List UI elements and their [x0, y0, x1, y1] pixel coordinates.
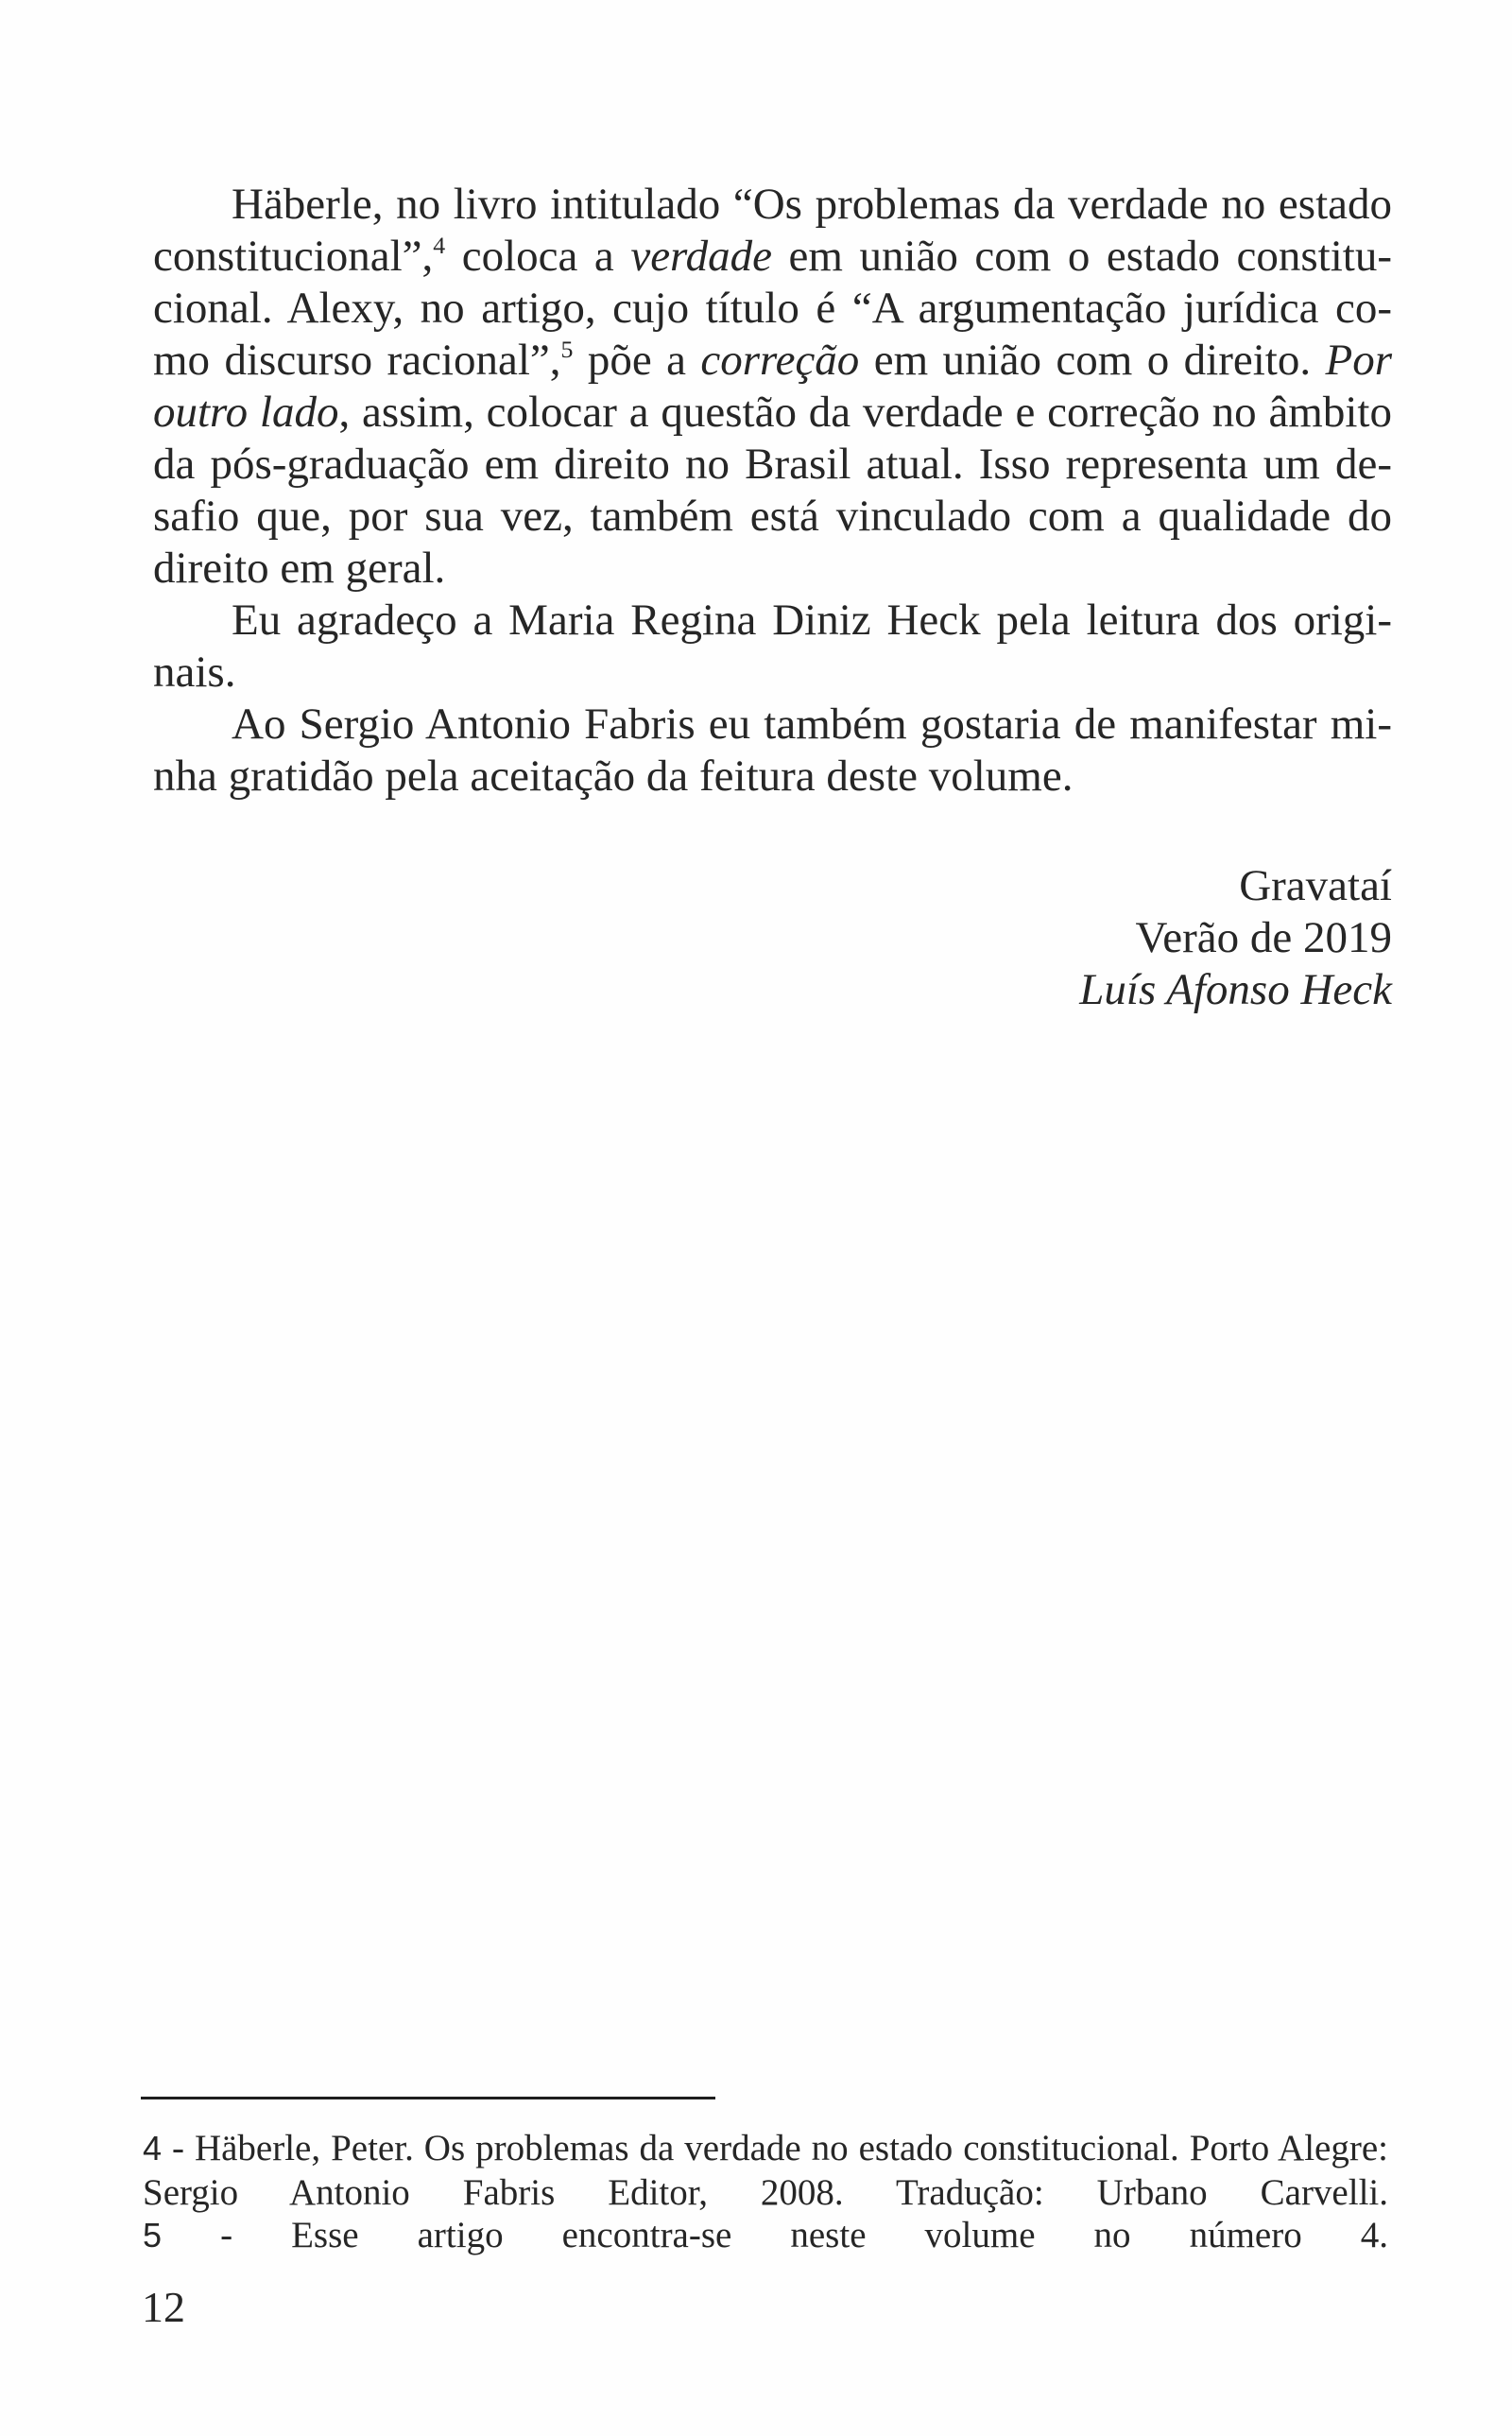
italic-term-por: Por: [1325, 336, 1392, 385]
footnote-4-line-1: [143, 2130, 1388, 2167]
paragraph-1-line-3: [153, 286, 1392, 331]
text-run: coloca a: [445, 232, 631, 281]
paragraph-1-line-7: [153, 494, 1392, 539]
paragraph-1-line-5: [153, 390, 1392, 435]
text-run: cional. Alexy, no artigo, cujo título é “A argumentação jurídica co-: [153, 284, 1392, 333]
footnote-5-line-1: [143, 2217, 1388, 2254]
paragraph-3-line-2: [153, 754, 1392, 799]
paragraph-2-line-1: [232, 598, 1392, 643]
text-run: nais.: [153, 648, 236, 697]
text-run: , assim, colocar a questão da verdade e correção no âmbito: [338, 388, 1392, 437]
text-run: em união com o estado constitu-: [771, 232, 1392, 281]
paragraph-1-line-6: [153, 442, 1392, 487]
footnote-ref-4[interactable]: 4: [433, 231, 446, 259]
footnote-dash: -: [162, 2215, 292, 2255]
text-run: mo discurso racional”,: [153, 336, 561, 385]
footnote-text: Sergio Antonio Fabris Editor, 2008. Tradução: Urbano Carvelli.: [143, 2172, 1388, 2213]
paragraph-1-line-1: [232, 182, 1392, 227]
text-run: Häberle, no livro intitulado “Os problemas da verdade no estado: [232, 180, 1392, 229]
footnote-number-5: 5: [143, 2216, 163, 2255]
italic-term-outro-lado: outro lado: [153, 388, 339, 437]
text-run: em união com o direito.: [859, 336, 1326, 385]
signature-place: Gravataí: [1239, 861, 1392, 910]
paragraph-1-line-2: [153, 231, 1392, 281]
footnote-text: Häberle, Peter. Os problemas da verdade no estado constitucional. Porto Alegre:: [194, 2128, 1388, 2168]
paragraph-1-line-4: [153, 335, 1392, 385]
footnote-number-4: 4: [143, 2129, 163, 2168]
footnote-text: Esse artigo encontra-se neste volume no número 4.: [291, 2215, 1388, 2255]
footnote-dash: -: [162, 2128, 195, 2168]
text-run: safio que, por sua vez, também está vinculado com a qualidade do: [153, 492, 1392, 541]
text-run: Ao Sergio Antonio Fabris eu também gostaria de manifestar mi-: [232, 700, 1392, 749]
paragraph-2-line-2: [153, 650, 1392, 695]
text-run: constitucional”,: [153, 232, 434, 281]
italic-term-verdade: verdade: [630, 232, 772, 281]
text-run: nha gratidão pela aceitação da feitura deste volume.: [153, 752, 1074, 801]
text-run: direito em geral.: [153, 544, 446, 593]
paragraph-3-line-1: [232, 702, 1392, 747]
text-run: da pós-graduação em direito no Brasil atual. Isso representa um de-: [153, 440, 1392, 489]
signature-author: Luís Afonso Heck: [1079, 965, 1392, 1014]
footnote-ref-5[interactable]: 5: [560, 335, 574, 363]
text-run: põe a: [573, 336, 701, 385]
italic-term-correcao: correção: [700, 336, 860, 385]
paragraph-1-line-8: [153, 546, 1392, 591]
footnote-separator-rule: [141, 2097, 715, 2099]
footnote-4-line-2: [143, 2174, 1388, 2211]
signature-date: Verão de 2019: [1135, 913, 1392, 962]
page-number: 12: [142, 2283, 185, 2331]
text-run: Eu agradeço a Maria Regina Diniz Heck pela leitura dos origi-: [232, 596, 1392, 645]
